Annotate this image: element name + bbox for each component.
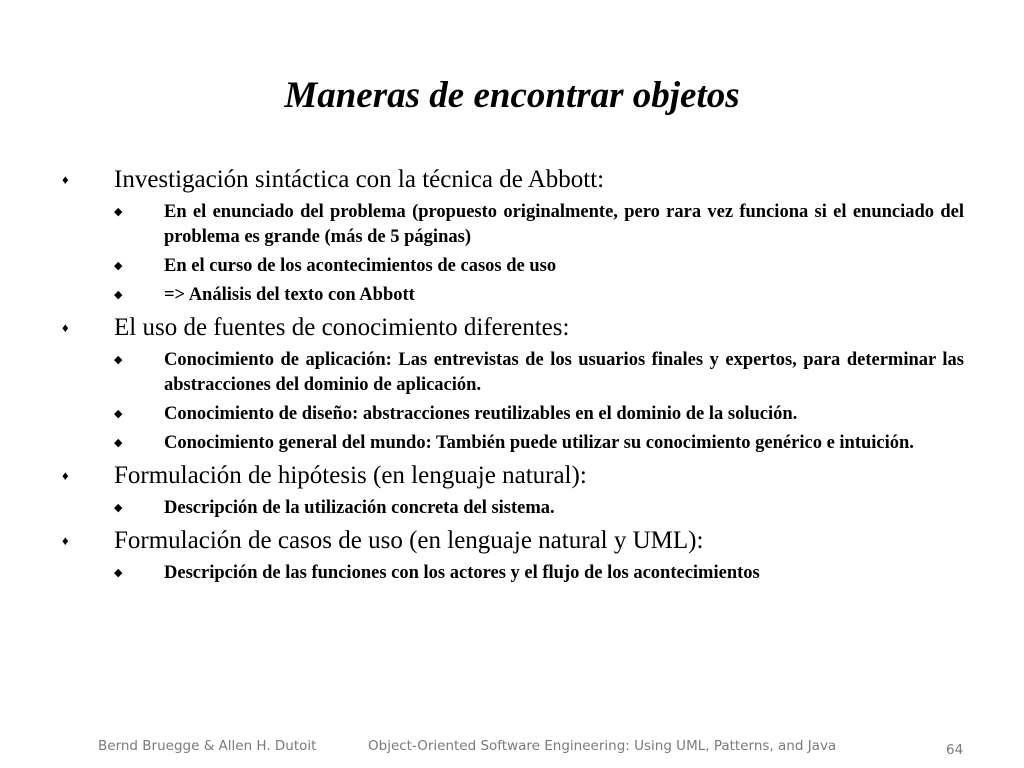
diamond-bullet-icon: ♦ <box>62 172 69 187</box>
diamond-subbullet-icon: ◆ <box>114 567 123 579</box>
diamond-subbullet-icon: ◆ <box>114 260 123 272</box>
footer-authors: Bernd Bruegge & Allen H. Dutoit <box>98 738 317 754</box>
bullet-item <box>62 312 964 344</box>
subbullet-item <box>62 254 964 279</box>
subbullet-item <box>62 561 964 586</box>
subbullet-text: Descripción de la utilización concreta del sistema. <box>164 498 555 518</box>
slide-content <box>62 160 964 586</box>
diamond-subbullet-icon: ◆ <box>114 408 123 420</box>
subbullet-item <box>62 283 964 308</box>
bullet-text: El uso de fuentes de conocimiento diferentes: <box>114 314 570 341</box>
subbullet-text: Descripción de las funciones con los actores y el flujo de los acontecimientos <box>164 563 760 583</box>
bullet-item <box>62 460 964 492</box>
bullet-text: Formulación de hipótesis (en lenguaje natural): <box>114 462 587 489</box>
footer-book-title: Object-Oriented Software Engineering: Using UML, Patterns, and Java <box>368 738 837 754</box>
subbullet-item <box>62 431 964 456</box>
diamond-subbullet-icon: ◆ <box>114 206 123 218</box>
subbullet-item <box>62 200 964 250</box>
subbullet-text: En el enunciado del problema (propuesto originalmente, pero rara vez funciona si el enunciado del problema es grande (más de 5 páginas) <box>164 202 964 247</box>
diamond-subbullet-icon: ◆ <box>114 289 123 301</box>
diamond-subbullet-icon: ◆ <box>114 502 123 514</box>
subbullet-item <box>62 496 964 521</box>
diamond-bullet-icon: ♦ <box>62 468 69 483</box>
diamond-subbullet-icon: ◆ <box>114 354 123 366</box>
subbullet-text: => Análisis del texto con Abbott <box>164 285 415 305</box>
subbullet-text: Conocimiento general del mundo: También puede utilizar su conocimiento genérico e intuición. <box>164 433 914 453</box>
subbullet-item <box>62 402 964 427</box>
diamond-bullet-icon: ♦ <box>62 320 69 335</box>
subbullet-text: Conocimiento de diseño: abstracciones reutilizables en el dominio de la solución. <box>164 404 798 424</box>
diamond-subbullet-icon: ◆ <box>114 437 123 449</box>
slide-title: Maneras de encontrar objetos <box>284 75 740 116</box>
slide-page-number: 64 <box>946 742 964 758</box>
bullet-item <box>62 164 964 196</box>
bullet-item <box>62 525 964 557</box>
diamond-bullet-icon: ♦ <box>62 533 69 548</box>
subbullet-text: Conocimiento de aplicación: Las entrevistas de los usuarios finales y expertos, para determinar las abstracciones del dominio de aplicación. <box>164 350 964 395</box>
subbullet-text: En el curso de los acontecimientos de casos de uso <box>164 256 557 276</box>
bullet-text: Formulación de casos de uso (en lenguaje natural y UML): <box>114 527 704 554</box>
bullet-text: Investigación sintáctica con la técnica de Abbott: <box>114 166 605 193</box>
subbullet-item <box>62 348 964 398</box>
